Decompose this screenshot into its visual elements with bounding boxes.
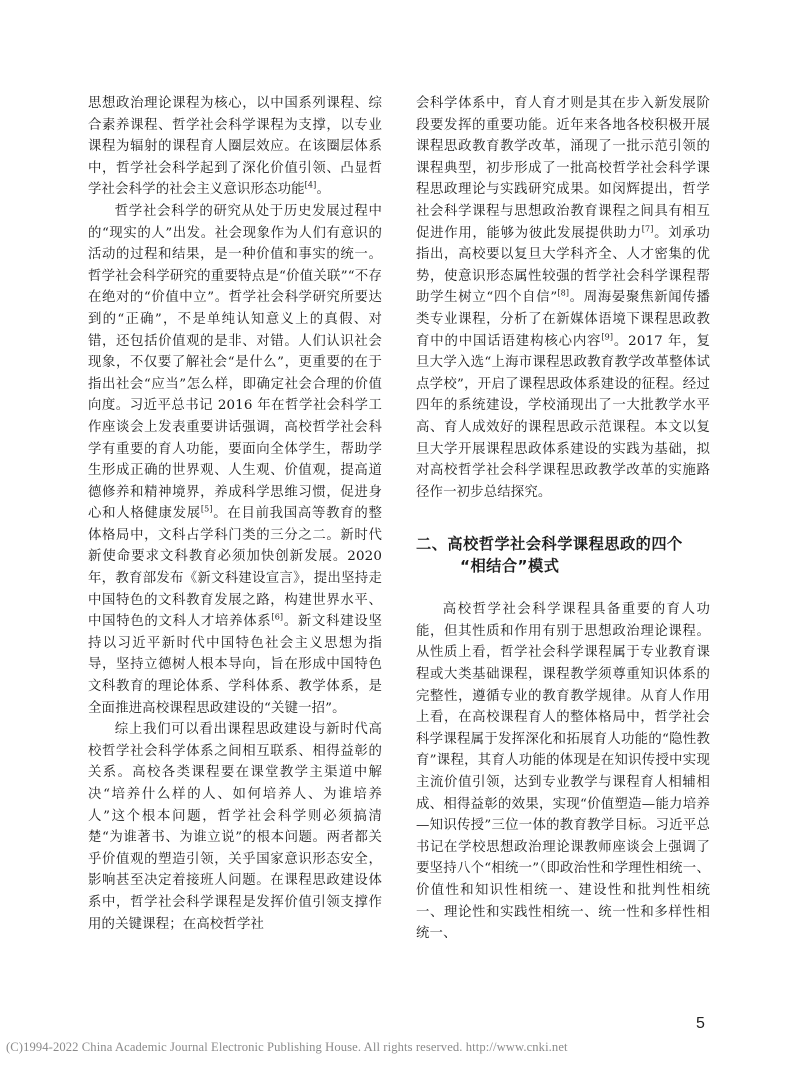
paragraph: 会科学体系中，育人育才则是其在步入新发展阶段要发挥的重要功能。近年来各地各校积极开展课程思政教育教学改革，涌现了一批示范引领的课程典型，初步形成了一批高校哲学社会科学课程思政理论与实践研究成果。如闵辉提出，哲学社会科学课程与思想政治教育课程之间具有相互促进作用，能够为彼此发展提供助力[7]。刘承功指出，高校要以复旦大学科齐全、人才密集的优势，使意识形态属性较强的哲学社会科学课程帮助学生树立“四个自信”[8]。周海晏聚焦新闻传播类专业课程，分析了在新媒体语境下课程思政教育中的中国话语建构核心内容[9]。2017 年，复旦大学入选“上海市课程思政教育教学改革整体试点学校”，开启了课程思政体系建设的征程。经过四年的系统建设，学校涌现出了一大批教学水平高、育人成效好的课程思政示范课程。本文以复旦大学开展课程思政体系建设的实践为基础，拟对高校哲学社会科学课程思政教学改革的实施路径作一初步总结探究。 [416, 96, 711, 500]
citation-ref[interactable]: [5] [200, 504, 213, 514]
citation-ref[interactable]: [4] [304, 180, 317, 190]
citation-ref[interactable]: [9] [601, 332, 614, 342]
page-number: 5 [696, 1015, 705, 1032]
paragraph: 高校哲学社会科学课程具备重要的育人功能，但其性质和作用有别于思想政治理论课程。从性质上看，哲学社会科学课程属于专业教育课程或大类基础课程，课程教学须尊重知识体系的完整性，遵循专业的教育教学规律。从育人作用上看，在高校课程育人的整体格局中，哲学社会科学课程属于发挥深化和拓展育人功能的“隐性教育”课程，其育人功能的体现是在知识传授中实现主流价值引领，达到专业教学与课程育人相辅相成、相得益彰的效果，实现“价值塑造—能力培养—知识传授”三位一体的教育教学目标。习近平总书记在学校思想政治理论课教师座谈会上强调了要坚持八个“相统一”（即政治性和学理性相统一、价值性和知识性相统一、建设性和批判性相统一、理论性和实践性相统一、统一性和多样性相统一、 [416, 602, 710, 942]
copyright-footer: (C)1994-2022 China Academic Journal Electronic Publishing House. All rights reserved. http://www.cnki.net [6, 1040, 568, 1054]
right-column [416, 93, 710, 945]
section-heading: 二、高校哲学社会科学课程思政的四个 “相结合”模式 [416, 535, 683, 576]
paragraph: 综上我们可以看出课程思政建设与新时代高校哲学社会科学体系之间相互联系、相得益彰的关系。高校各类课程要在课堂教学主渠道中解决“培养什么样的人、如何培养人、为谁培养人”这个根本问题，哲学社会科学则必须搞清楚“为谁著书、为谁立说”的根本问题。两者都关乎价值观的塑造引领，关乎国家意识形态安全，影响甚至决定着接班人问题。在课程思政建设体系中，哲学社会科学课程是发挥价值引领支撑作用的关键课程；在高校哲学社 [88, 722, 382, 932]
citation-ref[interactable]: [6] [271, 612, 284, 622]
paragraph: 思想政治理论课程为核心，以中国系列课程、综合素养课程、哲学社会科学课程为支撑，以专业课程为辐射的课程育人圈层效应。在该圈层体系中，哲学社会科学起到了深化价值引领、凸显哲学社会科学的社会主义意识形态功能[4]。 [88, 96, 382, 198]
left-column [88, 93, 382, 935]
paragraph: 哲学社会科学的研究从处于历史发展过程中的“现实的人”出发。社会现象作为人们有意识的活动的过程和结果，是一种价值和事实的统一。哲学社会科学研究的重要特点是“价值关联”“不存在绝对的“价值中立”。哲学社会科学研究所要达到的“正确”，不是单纯认知意义上的真假、对错，还包括价值观的是非、对错。人们认识社会现象，不仅要了解社会“是什么”，更重要的在于指出社会“应当”怎么样，即确定社会合理的价值向度。习近平总书记 2016 年在哲学社会科学工作座谈会上发表重要讲话强调，高校哲学社会科学有重要的育人功能，要面向全体学生，帮助学生形成正确的世界观、人生观、价值观，提高道德修养和精神境界，养成科学思维习惯，促进身心和人格健康发展[5]。在目前我国高等教育的整体格局中，文科占学科门类的三分之二。新时代新使命要求文科教育必须加快创新发展。2020 年，教育部发布《新文科建设宣言》，提出坚持走中国特色的文科教育发展之路，构建世界水平、中国特色的文科人才培养体系[6]。新文科建设坚持以习近平新时代中国特色社会主义思想为指导，坚持立德树人根本导向，旨在形成中国特色文科教育的理论体系、学科体系、教学体系，是全面推进高校课程思政建设的“关键一招”。 [88, 203, 382, 716]
citation-ref[interactable]: [8] [557, 288, 570, 298]
citation-ref[interactable]: [7] [641, 224, 654, 234]
